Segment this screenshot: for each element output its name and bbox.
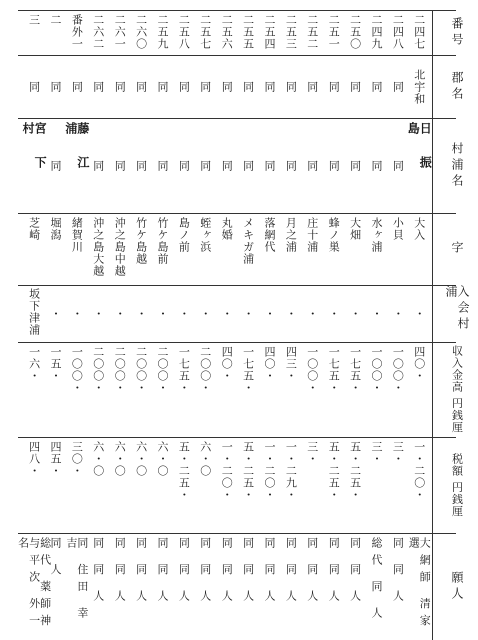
- cell-aza: 大畑: [348, 217, 362, 241]
- cell-joint: ・: [412, 308, 426, 320]
- cell-amount: 一七五・: [177, 346, 191, 394]
- cell-district: 同: [113, 81, 127, 93]
- cell-applicant: 同 同 人: [220, 537, 234, 607]
- cell-district: 同: [70, 81, 84, 93]
- cell-aza: メキガ浦: [241, 217, 255, 265]
- cell-applicant: 同 同 人: [263, 537, 276, 607]
- cell-number: 二六〇: [134, 14, 148, 50]
- cell-village: 同: [220, 160, 234, 172]
- cell-district: 同: [134, 81, 148, 93]
- cell-tax: 三・: [391, 441, 405, 465]
- cell-applicant: 同 同 人: [284, 537, 298, 607]
- cell-number: 二五〇: [348, 14, 362, 50]
- cell-applicant: 同 同 人: [134, 537, 148, 607]
- cell-applicant: 同 人: [49, 537, 62, 581]
- cell-amount: 一〇〇・: [70, 346, 84, 394]
- cell-joint: ・: [49, 308, 62, 320]
- cell-amount: 四〇・: [263, 346, 276, 382]
- cell-district: 同: [177, 81, 191, 93]
- cell-village: 宮下村: [21, 122, 48, 190]
- cell-number: 二五二: [305, 14, 319, 50]
- cell-aza: 月之浦: [284, 217, 298, 253]
- cell-tax: 一・二九・: [284, 441, 298, 501]
- cell-aza: 島ノ前: [177, 217, 191, 253]
- cell-tax: 三・: [305, 441, 319, 465]
- cell-joint: ・: [91, 308, 105, 320]
- cell-amount: 二〇〇・: [156, 346, 169, 394]
- cell-applicant: 同 同 人: [198, 537, 212, 607]
- cell-district: 同: [305, 81, 319, 93]
- cell-aza: 緒賀川: [70, 217, 84, 253]
- cell-applicant: 同 同 人: [348, 537, 362, 607]
- cell-joint: 坂下津浦: [27, 288, 41, 336]
- cell-amount: 一〇〇・: [370, 346, 383, 394]
- cell-amount: 四三・: [284, 346, 298, 382]
- cell-amount: 一七五・: [348, 346, 362, 394]
- header-village: 村浦名: [450, 141, 464, 190]
- cell-number: 二四九: [370, 14, 383, 50]
- cell-district: 同: [284, 81, 298, 93]
- cell-amount: 一七五・: [241, 346, 255, 394]
- cell-village: 同: [156, 160, 169, 172]
- cell-aza: 蜂ノ巣: [327, 217, 341, 253]
- cell-number: 二六二: [91, 14, 105, 50]
- cell-tax: 一・二〇・: [263, 441, 276, 501]
- cell-aza: 蛭ヶ浜: [198, 217, 212, 253]
- row-divider-tax: [18, 533, 456, 534]
- cell-tax: 五・二五・: [348, 441, 362, 501]
- cell-joint: ・: [241, 308, 255, 320]
- cell-joint: ・: [156, 308, 169, 320]
- cell-number: 二五九: [156, 14, 169, 50]
- cell-aza: 沖之島大越: [91, 217, 105, 277]
- cell-tax: 五・二五・: [241, 441, 255, 501]
- row-divider-aza: [18, 285, 456, 286]
- cell-village: 同: [391, 160, 405, 172]
- cell-number: 二五三: [284, 14, 298, 50]
- cell-aza: 大入: [412, 217, 426, 241]
- cell-joint: ・: [198, 308, 212, 320]
- cell-applicant: 同 同 人: [327, 537, 341, 607]
- cell-village: 同: [284, 160, 298, 172]
- cell-district: 同: [49, 81, 62, 93]
- cell-district: 同: [348, 81, 362, 93]
- cell-applicant: 同 同 人: [241, 537, 255, 607]
- cell-number: 二五五: [241, 14, 255, 50]
- cell-tax: 五・二五・: [177, 441, 191, 501]
- cell-amount: 一六・: [27, 346, 41, 382]
- cell-amount: 二〇〇・: [198, 346, 212, 394]
- cell-joint: ・: [134, 308, 148, 320]
- cell-district: 同: [220, 81, 234, 93]
- cell-village: 日振島: [406, 122, 433, 190]
- cell-tax: 四八・: [27, 441, 41, 477]
- cell-joint: ・: [113, 308, 127, 320]
- header-number: 番号: [450, 16, 464, 49]
- cell-aza: 丸婚: [220, 217, 234, 241]
- cell-number: 二五一: [327, 14, 341, 50]
- cell-aza: 落網代: [263, 217, 276, 253]
- cell-amount: 一〇〇・: [305, 346, 319, 394]
- cell-tax: 六・〇: [198, 441, 212, 477]
- cell-district: 北宇和: [412, 69, 426, 105]
- cell-number: 二: [49, 14, 62, 26]
- cell-applicant: 同 同 人: [177, 537, 191, 607]
- cell-tax: 三・: [370, 441, 383, 465]
- cell-district: 同: [327, 81, 341, 93]
- cell-amount: 二〇〇・: [113, 346, 127, 394]
- cell-village: 同: [305, 160, 319, 172]
- cell-joint: ・: [370, 308, 383, 320]
- header-joint-village: 入会村浦: [444, 285, 470, 333]
- row-divider-amount: [18, 437, 456, 438]
- cell-tax: 一・二〇・: [412, 441, 426, 501]
- cell-tax: 六・〇: [134, 441, 148, 477]
- cell-joint: ・: [220, 308, 234, 320]
- cell-district: 同: [198, 81, 212, 93]
- row-divider-village: [18, 213, 456, 214]
- cell-district: 同: [391, 81, 405, 93]
- cell-joint: ・: [391, 308, 405, 320]
- cell-applicant: 大網師 清家 選: [407, 537, 432, 632]
- cell-amount: 一五・: [49, 346, 62, 382]
- header-aza: 字: [450, 241, 464, 257]
- cell-amount: 二〇〇・: [134, 346, 148, 394]
- header-column-divider: [432, 10, 433, 640]
- cell-tax: 六・〇: [156, 441, 169, 477]
- cell-district: 同: [27, 81, 41, 93]
- cell-amount: 二〇〇・: [91, 346, 105, 394]
- cell-joint: ・: [284, 308, 298, 320]
- cell-district: 同: [156, 81, 169, 93]
- cell-tax: 六・〇: [91, 441, 105, 477]
- cell-number: 三: [27, 14, 41, 26]
- cell-village: 同: [327, 160, 341, 172]
- cell-village: 同: [198, 160, 212, 172]
- cell-applicant: 同 同 人: [391, 537, 405, 607]
- cell-applicant: 同 住田 幸吉: [64, 537, 89, 624]
- cell-village: 同: [263, 160, 276, 172]
- header-tax: 税額 円銭厘: [450, 452, 464, 518]
- cell-district: 同: [241, 81, 255, 93]
- cell-aza: 芝崎: [27, 217, 41, 241]
- cell-number: 番外一: [70, 14, 84, 50]
- cell-joint: ・: [348, 308, 362, 320]
- cell-amount: 四〇・: [412, 346, 426, 382]
- cell-village: 同: [113, 160, 127, 172]
- cell-joint: ・: [327, 308, 341, 320]
- cell-village: 同: [241, 160, 255, 172]
- cell-amount: 一七五・: [327, 346, 341, 394]
- table-border-top: [18, 10, 456, 11]
- cell-amount: 四〇・: [220, 346, 234, 382]
- cell-district: 同: [370, 81, 383, 93]
- row-divider-district: [18, 118, 456, 119]
- cell-number: 二五七: [198, 14, 212, 50]
- cell-number: 二六一: [113, 14, 127, 50]
- cell-number: 二四七: [412, 14, 426, 50]
- cell-joint: ・: [263, 308, 276, 320]
- cell-number: 二四八: [391, 14, 405, 50]
- cell-aza: 竹ケ島前: [156, 217, 169, 265]
- header-amount: 収入金高 円銭厘: [450, 345, 464, 434]
- cell-applicant: 総代 薬師神与平次 外一名: [16, 537, 52, 632]
- header-district: 郡名: [450, 70, 464, 103]
- cell-village: 同: [134, 160, 148, 172]
- cell-applicant: 同 同 人: [305, 537, 319, 607]
- cell-village: 同: [49, 160, 62, 172]
- cell-tax: 五・二五・: [327, 441, 341, 501]
- cell-tax: 三〇・: [70, 441, 84, 477]
- cell-tax: 四五・: [49, 441, 62, 477]
- cell-joint: ・: [305, 308, 319, 320]
- cell-aza: 小貝: [391, 217, 405, 241]
- cell-amount: 一〇〇・: [391, 346, 405, 394]
- cell-number: 二五八: [177, 14, 191, 50]
- cell-aza: 庄十浦: [305, 217, 319, 253]
- cell-applicant: 同 同 人: [156, 537, 169, 607]
- cell-district: 同: [263, 81, 276, 93]
- cell-tax: 六・〇: [113, 441, 127, 477]
- cell-village: 藤江浦: [63, 122, 90, 190]
- cell-joint: ・: [70, 308, 84, 320]
- cell-joint: ・: [177, 308, 191, 320]
- row-divider-number: [18, 55, 456, 56]
- cell-village: 同: [91, 160, 105, 172]
- cell-aza: 沖之島中越: [113, 217, 127, 277]
- cell-applicant: 総代 同 人: [370, 537, 383, 624]
- cell-applicant: 同 同 人: [113, 537, 127, 607]
- cell-aza: 竹ケ島越: [134, 217, 148, 265]
- cell-aza: 水ヶ浦: [370, 217, 383, 253]
- cell-number: 二五四: [263, 14, 276, 50]
- cell-village: 同: [348, 160, 362, 172]
- cell-applicant: 同 同 人: [91, 537, 105, 607]
- cell-aza: 堀潟: [49, 217, 62, 241]
- cell-district: 同: [91, 81, 105, 93]
- cell-village: 同: [370, 160, 383, 172]
- row-divider-joint: [18, 342, 456, 343]
- cell-tax: 一・二〇・: [220, 441, 234, 501]
- cell-number: 二五六: [220, 14, 234, 50]
- header-applicant: 願人: [450, 570, 464, 603]
- cell-village: 同: [177, 160, 191, 172]
